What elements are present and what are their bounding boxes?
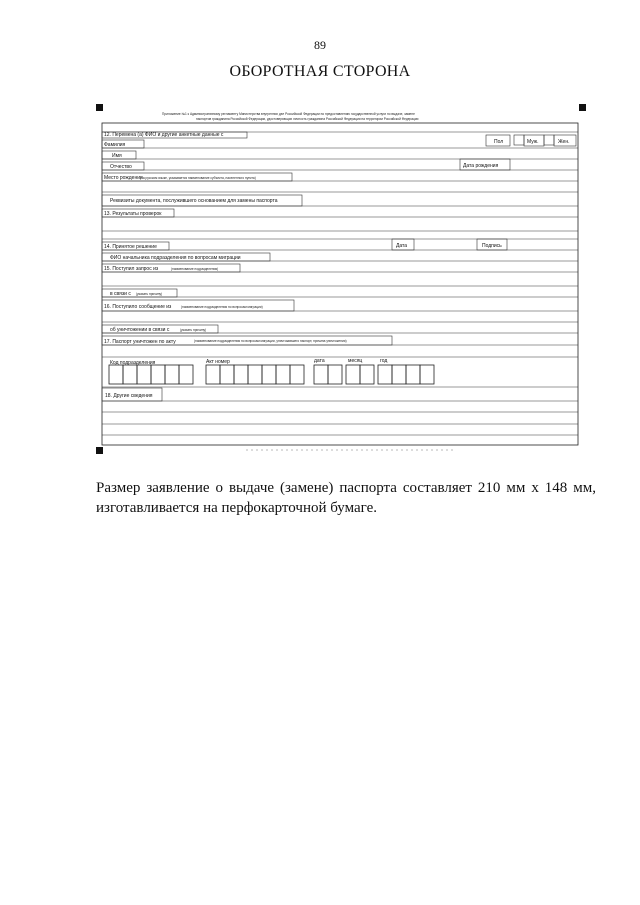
year-cell[interactable] (406, 365, 420, 384)
act-number-cell[interactable] (262, 365, 276, 384)
page-heading: ОБОРОТНАЯ СТОРОНА (229, 63, 411, 80)
day-cell[interactable] (314, 365, 328, 384)
sex-label: Пол (494, 139, 504, 145)
corner-marker (96, 104, 103, 111)
unit-code-cell[interactable] (137, 365, 151, 384)
section-14-label: 14. Принятое решение (104, 244, 157, 250)
birth-place-note: (на русском языке, указывается наименование субъекта, населенного пункта) (140, 176, 256, 180)
in-connection-label: в связи с (110, 291, 131, 297)
day-label: дата (314, 358, 325, 364)
section-15-label: 15. Поступил запрос из (104, 266, 159, 272)
act-number-cell[interactable] (290, 365, 304, 384)
year-label: год (380, 358, 388, 364)
unit-code-cell[interactable] (109, 365, 123, 384)
male-checkbox[interactable] (514, 135, 524, 145)
unit-code-cell[interactable] (179, 365, 193, 384)
birth-place-label: Место рождения (104, 175, 143, 181)
year-cell[interactable] (392, 365, 406, 384)
birth-date-label: Дата рождения (463, 163, 499, 169)
basis-document-label: Реквизиты документа, послужившего основанием для замены паспорта (110, 198, 278, 204)
unit-code-cell[interactable] (123, 365, 137, 384)
section-18-label: 18. Другие сведения (105, 393, 153, 399)
unit-code-cell[interactable] (151, 365, 165, 384)
destroyed-label: об уничтожении в связи с (110, 327, 170, 333)
date-label: Дата (396, 243, 408, 249)
month-label: месяц (348, 358, 363, 364)
form-caption: Размер заявление о выдаче (замене) паспорта составляет 210 мм x 148 мм, изготавливается на перфокарточной бумаге. (96, 480, 596, 516)
month-cell[interactable] (346, 365, 360, 384)
section-12-label: 12. Перемена (а) ФИО и другие анкетные данные с (104, 132, 224, 138)
section-13-label: 13. Результаты проверок (104, 211, 162, 217)
page-number: 89 (314, 38, 326, 52)
act-number-cell[interactable] (276, 365, 290, 384)
destroyed-note: (указать причину) (180, 328, 207, 332)
act-number-cell[interactable] (248, 365, 262, 384)
section-16-note: (наименование подразделения по вопросам миграции) (181, 305, 263, 309)
year-cell[interactable] (378, 365, 392, 384)
act-number-cell[interactable] (206, 365, 220, 384)
act-number-cell[interactable] (234, 365, 248, 384)
unit-code-cell[interactable] (165, 365, 179, 384)
section-17-label: 17. Паспорт уничтожен по акту (104, 339, 176, 345)
form-frame (102, 123, 578, 445)
female-label: Жен. (558, 139, 570, 145)
day-cell[interactable] (328, 365, 342, 384)
unit-code-label: Код подразделения (110, 360, 156, 366)
signature-label: Подпись (482, 243, 502, 249)
fio-head-label: ФИО начальника подразделения по вопросам миграции (110, 255, 241, 261)
section-17-note: (наименование подразделения по вопросам миграции, уничтожившего паспорт, причина уничтожения) (194, 339, 347, 343)
male-label: Муж. (527, 139, 539, 145)
in-connection-note: (указать причину) (136, 292, 163, 296)
corner-marker (579, 104, 586, 111)
name-label: Имя (112, 153, 122, 159)
year-cell[interactable] (420, 365, 434, 384)
form-header-line-2: паспортов гражданина Российской Федерации, удостоверяющих личность гражданина Российской Федерации на территории Российской Федерации (196, 117, 419, 121)
patronymic-label: Отчество (110, 164, 132, 170)
corner-marker (96, 447, 103, 454)
label-boxes (102, 132, 510, 401)
section-16-label: 16. Поступило сообщение из (104, 304, 172, 310)
surname-label: Фамилия (104, 142, 126, 148)
act-number-cell[interactable] (220, 365, 234, 384)
act-number-label: Акт номер (206, 359, 230, 365)
female-checkbox[interactable] (544, 135, 554, 145)
section-15-note: (наименование подразделения) (171, 267, 219, 271)
month-cell[interactable] (360, 365, 374, 384)
passport-application-form-back (96, 104, 586, 454)
form-header-line-1: Приложение №1 к Административному регламенту Министерства внутренних дел Российской Федерации по предоставлению государственной услуги по выдаче, замене (162, 112, 415, 116)
